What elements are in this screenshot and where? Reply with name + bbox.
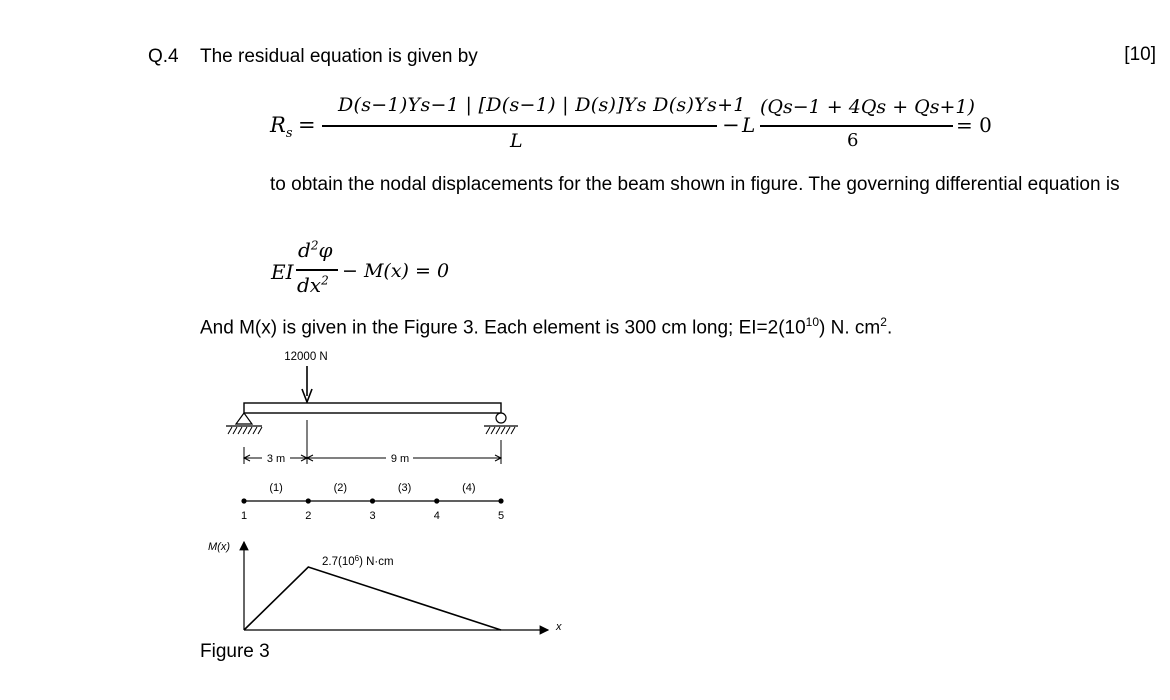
mesh-element-label: (1) [269,482,283,494]
mesh-node-label: 3 [369,510,376,522]
residual-coef: L [742,113,756,137]
given-text-after: ) N. cm [819,317,881,339]
governing-rest: − M(x) = 0 [342,260,450,282]
mesh-node-label: 1 [240,510,248,522]
dx-exponent: 2 [321,273,329,288]
given-exponent: 10 [805,315,820,329]
residual-rhs: = 0 [956,113,992,137]
left-pin-support [226,413,262,434]
mesh-node-dot [306,498,311,503]
question-marks: [10] [1124,44,1156,65]
x-axis-label: x [556,621,562,633]
load-denominator: 6 [847,130,859,151]
given-text-before: And M(x) is given in the Figure 3. Each element is 300 cm long; EI=2(10 [200,317,806,339]
residual-denominator: L [510,130,523,152]
load-numerator: (Qs−1 + 4Qs + Qs+1) [760,96,975,118]
residual-numerator: D(s−1)Ys−1 | [D(s−1) | D(s)]Ys D(s)Ys+1 [338,94,746,116]
figure-caption: Figure 3 [200,641,270,662]
mesh-node-dot [241,498,246,503]
residual-minus: − [722,113,740,137]
residual-lhs-sub: s [285,126,293,142]
question-stem: The residual equation is given by [200,46,478,67]
mesh-node-dot [498,498,503,503]
load-label: 12000 N [284,351,328,363]
instruction-paragraph: to obtain the nodal displacements for the beam shown in figure. The governing differential equation is [270,174,1120,195]
mesh-node-dot [370,498,375,503]
given-end: . [886,317,893,339]
peak-label: $2.7(10^6)$ N·cm [322,554,394,568]
beam [244,403,501,413]
ei-symbol: EI [271,260,294,284]
question-number: Q.4 [148,46,179,67]
d2-symbol: d [298,238,311,262]
right-roller-support [484,413,518,434]
mesh-element-label: (2) [333,482,348,494]
mesh-node-label: 4 [433,510,440,522]
mesh [241,482,504,522]
dim-left-label: 3 m [266,453,286,465]
given-unit-exponent: 2 [880,315,887,329]
moment-axis-label: M(x) [208,541,230,553]
residual-lhs: R [270,113,286,137]
moment-line [244,567,501,630]
mesh-element-label: (4) [462,482,476,494]
mesh-node-label: 2 [305,510,312,522]
dx-symbol: dx [297,273,322,297]
mesh-node-label: 5 [497,510,505,522]
d2-exponent: 2 [310,238,319,253]
residual-equals: = [298,113,316,137]
dim-right-label: 9 m [390,453,410,465]
mesh-element-label: (3) [397,482,412,494]
mesh-node-dot [434,498,439,503]
phi-symbol: φ [318,238,333,262]
